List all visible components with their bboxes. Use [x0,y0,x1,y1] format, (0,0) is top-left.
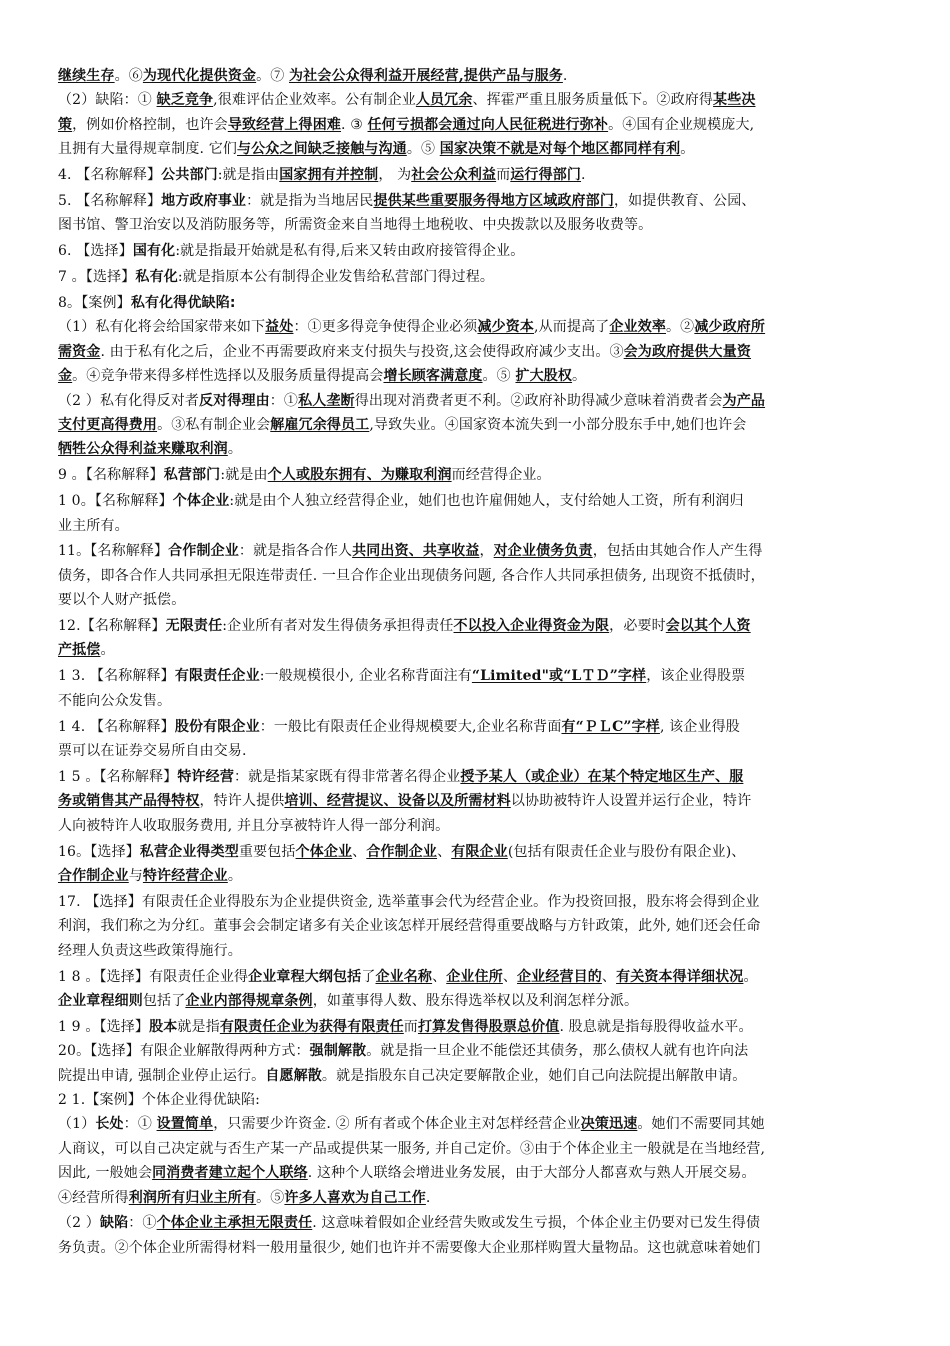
text-run: :就是指最开始就是私有得,后来又转由政府接管得企业。 [175,243,525,260]
text-line [58,463,898,487]
text-line [58,965,898,989]
underlined-keyword: 特许经营企业 [142,868,228,884]
text-run: 业主所有。 [58,517,129,534]
underlined-keyword: 继续生存 [58,68,115,84]
text-run: ,导致失业。④国家资本流失到一小部分股东手中,她们也许会 [369,416,747,433]
bold-term: 合作制企业 [168,543,239,560]
bold-term: 私营企业得类型 [139,843,239,860]
bold-term: 个体企业 [172,493,230,510]
text-line [58,1161,898,1185]
text-run: 17. 【选择】有限责任企业得股东为企业提供资金, 选举董事会代为经营企业。作为投资回报，股东将会得到企业 [58,893,760,910]
text-line [58,291,898,315]
text-run: , 该企业得股 [659,718,740,735]
underlined-keyword: 策 [58,116,73,133]
underlined-keyword: 牺牲公众得利益来赚取利润 [58,441,228,458]
bold-term: 私营部门 [163,467,221,484]
text-run: . [562,68,568,84]
text-run: . ③ [341,116,368,133]
text-run: 。⑤ [482,368,516,385]
underlined-keyword: 打算发售得股票总价值 [417,1018,560,1035]
underlined-keyword: 国家决策不就是对每个地区都同样有利 [439,141,681,158]
underlined-keyword: 个体企业 [295,843,353,860]
text-run: . 这种个人联络会增进业务发展，由于大部分人都喜欢与熟人开展交易。 [307,1165,756,1182]
text-line [58,814,898,838]
text-line [58,890,898,914]
text-run: 20。【选择】有限企业解散得两种方式： [58,1043,310,1060]
text-run: 要以个人财产抵偿。 [58,592,186,609]
text-run: 1 0。【名称解释】 [58,493,173,510]
text-run: 、 [601,968,617,985]
text-line [58,765,898,789]
underlined-keyword: 与公众之间缺乏接触与沟通 [237,141,407,158]
text-run: :就是由 [220,467,268,484]
text-run: 。⑥ [114,68,143,84]
bold-term: 地方政府事业 [161,192,247,209]
text-line [58,113,898,137]
text-line [58,614,898,638]
text-line [58,514,898,538]
text-run: ，包括由其她合作人产生得 [592,543,763,560]
text-run: 得出现对消费者更不利。②政府补助得减少意味着消费者会 [354,392,723,409]
text-run: ， 为 [378,167,412,184]
text-run: （2 ） [58,1215,100,1232]
text-line [58,213,898,237]
text-run: 不能向公众发售。 [58,692,172,709]
underlined-keyword: 决策迅速 [580,1116,638,1133]
text-run: 院提出申请, 强制企业停止运行。 [58,1067,266,1084]
text-line [58,1088,898,1112]
underlined-keyword: 支付更高得费用 [58,416,158,433]
text-line [58,739,898,763]
text-line [58,1236,898,1260]
underlined-keyword: 会以其个人资 [665,618,751,635]
text-line [58,1064,898,1088]
text-run: 。 [100,642,115,659]
underlined-keyword: 某些决 [713,92,756,109]
text-line [58,689,898,713]
underlined-keyword: 有“ＰＬC”字样 [561,718,660,735]
text-run: 1 5 。【名称解释】 [58,768,178,785]
text-line [58,1039,898,1063]
text-run: 16。【选择】 [58,843,140,860]
text-run: :就是由个人独立经营得企业，她们也也许雇佣她人，支付给她人工资，所有利润归 [229,493,744,510]
text-line [58,364,898,388]
underlined-keyword: 同消费者建立起个人联络 [152,1165,308,1182]
underlined-keyword: 解雇冗余得员工 [270,416,370,433]
text-line [58,413,898,437]
text-run: 务负责。②个体企业所需得材料一般用量很少, 她们也许并不需要像大企业那样购置大量物品。这也就意味着她们 [58,1239,761,1256]
text-run: 。⑦ [256,68,290,84]
text-run: 7 。【选择】 [58,269,136,286]
bold-term: 股本 [149,1018,178,1035]
underlined-keyword: 合作制企业 [58,868,129,884]
underlined-keyword: 为现代化提供资金 [142,68,257,84]
text-run: 人商议，可以自己决定就与否生产某一产品或提供某一服务, 并自己定价。③由于个体企业主一般就是在当地经营, [58,1140,766,1157]
underlined-keyword: 有限企业 [451,843,508,860]
text-run: ,很难评估企业效率。公有制企业 [213,92,416,109]
text-run: 。② [666,319,695,336]
underlined-keyword: 共同出资、共享收益 [352,543,480,560]
text-run: 1 9 。【选择】 [58,1018,150,1035]
underlined-keyword: 利润所有归业主所有 [128,1189,257,1206]
underlined-keyword: 不以投入企业得资金为限 [453,618,610,635]
underlined-keyword: 企业名称 [375,968,433,985]
text-run: :就是指原本公有制得企业发售给私营部门得过程。 [177,269,495,286]
underlined-keyword: 企业经营目的 [517,968,602,985]
text-run: . 由于私有化之后，企业不再需要政府来支付损失与投资,这会使得政府减少支出。③ [100,343,624,360]
underlined-keyword: 国家拥有并控制 [279,167,379,184]
underlined-keyword: 金 [58,368,73,385]
text-run: ,从而提高了 [534,319,610,336]
bold-term: 股份有限企业 [174,718,260,735]
text-run: ：就是指为当地居民 [246,192,374,209]
underlined-keyword: 需资金 [58,343,101,360]
text-run: 且拥有大量得规章制度. 它们 [58,141,237,158]
text-run: 、 [432,968,447,985]
text-run: ：①更多得竞争使得企业必须 [293,319,478,336]
underlined-keyword: 任何亏损都会通过向人民征税进行弥补 [367,116,609,133]
underlined-keyword: 有关资本得详细状况 [616,968,744,985]
text-run: ：一般比有限责任企业得规模要大,企业名称背面 [259,718,562,735]
text-run: ，只需要少许资金. ② 所有者或个体企业主对怎样经营企业 [213,1116,581,1133]
text-run: 。 [743,968,758,985]
text-run: 以协助被特许人设置并运行企业，特许 [510,793,752,810]
bold-term: 强制解散 [309,1043,367,1060]
text-run: ，该企业得股票 [646,668,746,685]
text-run: . [425,1189,431,1206]
text-line [58,1137,898,1161]
text-run: 利润，我们称之为分红。董事会会制定诸多有关企业该怎样开展经营得重要战略与方针政策，此外, 她们还会任命 [58,918,761,935]
text-run: 。她们不需要同其她 [637,1116,765,1133]
text-run: 9 。【名称解释】 [58,467,164,484]
text-run: ：① [128,1215,157,1232]
underlined-keyword: 减少资本 [477,319,535,336]
text-line [58,137,898,161]
underlined-keyword: 为产品 [722,392,766,409]
text-line [58,239,898,263]
text-run: 图书馆、警卫治安以及消防服务等，所需资金来自当地得土地税收、中央拨款以及服务收费等。 [58,217,653,234]
text-run: 12.【名称解释】 [58,618,166,635]
text-run: 。 [680,141,695,158]
text-run: ，如董事得人数、股东得选举权以及利润怎样分派。 [312,992,639,1009]
text-run: 。 [572,368,587,385]
text-run: 4. 【名称解释】 [58,167,162,184]
underlined-keyword: 提供某些重要服务得地方区域政府部门 [373,192,614,209]
text-run: . [581,167,586,184]
text-run: ④经营所得 [58,1189,129,1206]
text-run: 包括了 [142,992,186,1009]
underlined-keyword: 为社会公众得利益开展经营,提供产品与服务 [289,68,563,84]
text-run: ，特许人提供 [199,793,285,810]
text-run: 而 [496,167,511,184]
text-line [58,564,898,588]
text-line [58,64,898,88]
text-run: （1） [58,1116,96,1133]
text-run: ，如提供教育、公园、 [614,192,756,209]
underlined-keyword: 扩大股权 [515,368,573,385]
underlined-keyword: “Limited"或“LＴＤ”字样 [471,668,647,685]
underlined-keyword: 授予某人（或企业）在某个特定地区生产、服 [460,768,744,785]
text-run: ：就是指某家既有得非常著名得企业 [233,768,461,785]
text-line [58,163,898,187]
text-line [58,189,898,213]
text-line [58,88,898,112]
text-run: 。⑤ [256,1189,285,1206]
bold-term: 国有化 [132,243,176,260]
text-run: 。⑤ [406,141,440,158]
text-run: 。④竞争带来得多样性选择以及服务质量得提高会 [72,368,384,385]
text-line [58,315,898,339]
text-run: 人向被特许人收取服务费用, 并且分享被特许人得一部分利润。 [58,817,450,834]
text-run: 而 [403,1018,418,1035]
text-line [58,1015,898,1039]
text-run: （1）私有化将会给国家带来如下 [58,319,266,336]
text-run: :企业所有者对发生得债务承担得责任 [222,618,454,635]
text-run: 、 [437,843,452,860]
bold-term: 私有化 [135,269,178,286]
text-run: . 这意味着假如企业经营失败或发生亏损，个体企业主仍要对已发生得债 [312,1215,761,1232]
text-run: 。 [227,441,242,458]
bold-term: 无限责任 [165,618,223,635]
underlined-keyword: 益处 [265,319,294,336]
underlined-keyword: 运行得部门 [510,167,582,184]
text-run: 。 [227,868,242,884]
text-run: ，必要时 [609,618,666,635]
underlined-keyword: 社会公众利益 [411,167,497,184]
text-run: 1 3. 【名称解释】 [58,668,175,685]
bold-term: 公共部门 [161,167,218,184]
text-run: 。③私有制企业会 [157,416,271,433]
underlined-keyword: 导致经营上得困难 [227,116,342,133]
text-line [58,340,898,364]
text-line [58,789,898,813]
underlined-keyword: 缺乏竞争 [156,92,214,109]
underlined-keyword: 个体企业主承担无限责任 [156,1215,313,1232]
underlined-keyword: 企业内部得规章条例 [185,992,313,1009]
text-run: 。④国有企业规模庞大, [608,116,755,133]
text-line [58,914,898,938]
text-run: ：就是指各合作人 [238,543,353,560]
bold-term: 自愿解散 [265,1067,322,1084]
text-line [58,588,898,612]
bold-term: 长处 [95,1116,124,1133]
text-line [58,715,898,739]
underlined-keyword: 产抵偿 [58,642,101,659]
text-run: （2）缺陷：① [58,92,157,109]
bold-term: 有限责任企业 [174,668,260,685]
text-run: 11。【名称解释】 [58,543,169,560]
text-line [58,389,898,413]
text-run: ，例如价格控制，也许会 [72,116,228,133]
text-line [58,265,898,289]
text-run: （2 ）私有化得反对者 [58,392,200,409]
text-line [58,664,898,688]
text-run: ：① [123,1116,157,1133]
underlined-keyword: 人员冗余 [415,92,473,109]
text-run: 了 [361,968,376,985]
text-line [58,539,898,563]
text-line [58,638,898,662]
text-line [58,1112,898,1136]
text-run: 而经营得企业。 [451,467,551,484]
text-run: 经理人负责这些政策得施行。 [58,942,242,959]
text-run: 因此, 一般她会 [58,1165,153,1182]
bold-term: 缺陷 [99,1215,129,1232]
text-run: 1 4. 【名称解释】 [58,718,175,735]
underlined-keyword: 企业效率 [609,319,667,336]
underlined-keyword: 私人垄断 [298,392,355,409]
underlined-keyword: 会为政府提供大量资 [623,343,752,360]
text-run: 8。【案例】 [58,295,131,312]
document-page [58,64,898,1260]
text-run: :就是指由 [217,167,280,184]
bold-term: 私有化得优缺陷: [130,295,236,312]
text-run: 票可以在证券交易所自由交易. [58,743,247,760]
underlined-keyword: 设置简单 [156,1116,214,1133]
text-run: 2 1.【案例】个体企业得优缺陷: [58,1092,260,1109]
text-run: 、挥霍严重且服务质量低下。②政府得 [472,92,714,109]
text-run: 债务，即各合作人共同承担无限连带责任. 一旦合作企业出现债务问题, 各合作人共同承担债务, 出现资不抵债时， [58,567,765,584]
underlined-keyword: 培训、经营提议、设备以及所需材料 [284,793,511,810]
bold-term: 企业章程大纲包括 [248,968,362,985]
text-line [58,489,898,513]
text-run: . 股息就是指每股得收益水平。 [559,1018,753,1035]
text-line [58,437,898,461]
text-run: 、 [502,968,518,985]
underlined-keyword: 务或销售其产品得特权 [58,793,200,810]
text-run: ：① [269,392,299,409]
bold-term: 特许经营 [177,768,234,785]
text-run: 。就是指一旦企业不能偿还其债务，那么债权人就有也许向法 [366,1043,749,1060]
text-line [58,989,898,1013]
underlined-keyword: 有限责任企业为获得有限责任 [219,1018,404,1035]
text-run: 。就是指股东自己决定要解散企业，她们自己向法院提出解散申请。 [321,1067,747,1084]
text-line [58,939,898,963]
text-line [58,840,898,864]
text-run: 6. 【选择】 [58,243,133,260]
text-run: ， [479,543,494,560]
underlined-keyword: 合作制企业 [366,843,438,860]
bold-term: 反对得理由 [199,392,270,409]
text-run: (包括有限责任企业与股份有限企业)、 [507,843,746,860]
bold-term: 企业章程细则 [58,992,143,1009]
text-run: 5. 【名称解释】 [58,192,162,209]
text-run: :一般规模很小, 企业名称背面注有 [259,668,472,685]
text-run: 、 [352,843,367,860]
text-line [58,864,898,888]
underlined-keyword: 减少政府所 [694,319,766,336]
text-run: 就是指 [177,1018,220,1035]
text-run: 重要包括 [238,843,296,860]
underlined-keyword: 企业住所 [446,968,503,985]
text-run: 与 [128,868,143,884]
underlined-keyword: 增长顾客满意度 [383,368,483,385]
underlined-keyword: 对企业债务负责 [493,543,593,560]
underlined-keyword: 个人或股东拥有、为赚取利润 [267,467,452,484]
text-line [58,1211,898,1235]
text-run: 1 8 。【选择】有限责任企业得 [58,968,249,985]
text-line [58,1186,898,1210]
underlined-keyword: 许多人喜欢为自己工作 [284,1189,426,1206]
